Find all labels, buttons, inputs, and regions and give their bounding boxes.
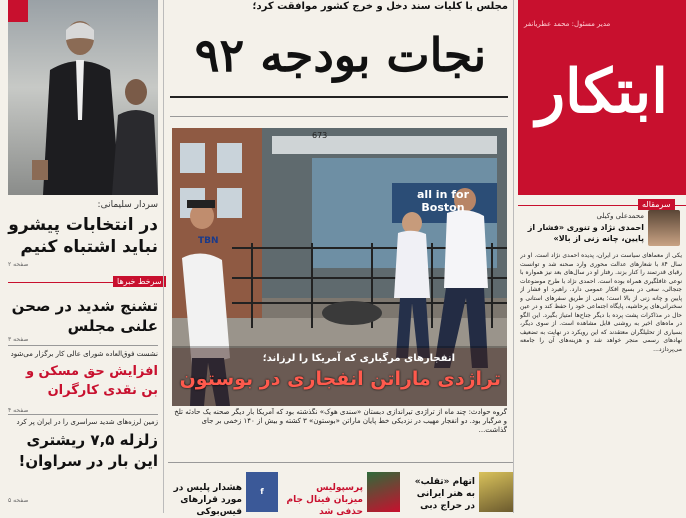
- teaser-3-title: اتهام «تقلب» به هنر ایرانی در حراج دبی: [414, 477, 475, 511]
- left-top-byline: سردار سلیمانی:: [97, 200, 158, 210]
- person-figure: [28, 10, 123, 195]
- left-section-label: سرخط خبرها: [113, 276, 166, 287]
- football-photo: [367, 472, 400, 512]
- photo-storefront-sign: all in for Boston: [417, 188, 469, 214]
- main-headline[interactable]: نجات بودجه ۹۲: [194, 28, 487, 82]
- photo-caption-title[interactable]: تراژدی ماراتن انفجاری در بوستون: [179, 368, 501, 390]
- left-item-2-title[interactable]: افزایش حق مسکن و بن نقدی کارگران: [25, 364, 158, 398]
- left-item-3-title[interactable]: زلزله ۷,۵ ریشتری این بار در سراوان!: [18, 431, 158, 470]
- photo-caption-tag: انفجارهای مرگباری که آمریکا را لرزاند؛: [262, 353, 455, 364]
- column-separator-left: [163, 0, 164, 513]
- editorial-body: یکی از معماهای سیاست در ایران، پدیده احمدی نژاد است. او در سال ۸۴ با شعارهای عدالت محوری وارد صحنه شد و توانست رقبای قدرتمند را کنار بزند. رفتار او در سال‌های بعد نیز همواره با نوعی غافلگیری همراه بوده است. احمدی نژاد با طرح موضوعات جنجالی، سعی در بسیج افکار عمومی دارد. راهبرد او فشار از پایین و چانه زنی از بالا است؛ یعنی از طریق سفرهای استانی و سخنرانی‌های پرحاشیه، پایگاه اجتماعی خود را حفظ کند و در عین حال در مذاکرات پشت پرده با دیگر جناح‌ها امتیاز بگیرد. این الگو در ماه‌های اخیر به روشنی قابل مشاهده است. از سوی دیگر، بسیاری از تحلیلگران معتقدند که این رویکرد در نهایت به تضعیف نهادهای رسمی منجر خواهد شد و هزینه‌های آن را جامعه می‌پردازد...: [520, 252, 682, 353]
- left-item-2-page: صفحه ۴: [8, 407, 29, 414]
- teaser-2[interactable]: [285, 468, 400, 517]
- left-item-3-kicker: زمین لرزه‌های شدید سراسری را در ایران پر کرد: [16, 418, 158, 426]
- left-item-3-page: صفحه ۵: [8, 497, 29, 504]
- column-separator-right: [513, 0, 514, 513]
- photo-shirt-text: TBN: [198, 236, 219, 246]
- left-top-page: صفحه ۲: [8, 261, 29, 268]
- top-strip-headline: مجلس با کلیات سند دخل و خرج کشور موافقت کرد؛: [252, 1, 508, 12]
- masthead-logo-box[interactable]: [518, 0, 686, 195]
- teaser-1-title: هشدار پلیس در مورد قرارهای فیس‌بوکی: [173, 483, 242, 517]
- headline-rule-thin: [170, 116, 508, 117]
- second-person-figure: [110, 70, 158, 195]
- masthead-tagline: مدیر مسئول: محمد عطریانفر: [524, 20, 611, 28]
- editorial-title[interactable]: احمدی نژاد و تنوری «فشار از پایین، چانه زنی از بالا»: [527, 223, 644, 243]
- teaser-2-title: پرسپولیس میزبان فینال جام حذفی شد: [286, 483, 363, 517]
- headline-rule: [170, 96, 508, 98]
- left-item-1-title[interactable]: تشنج شدید در صحن علنی مجلس: [11, 297, 158, 335]
- left-item-2-kicker: نشست فوق‌العاده شورای عالی کار برگزار می‌شود: [10, 350, 158, 358]
- masthead-logo: ابتکار: [536, 57, 668, 127]
- teaser-1[interactable]: [168, 468, 278, 517]
- photo-number-sign: 673: [312, 131, 328, 140]
- left-top-headline[interactable]: در انتخابات پیشرو نباید اشتباه کنیم: [8, 215, 158, 257]
- left-divider-1: [8, 345, 158, 346]
- main-story-text: گروه حوادث: چند ماه از تراژدی تیراندازی دبستان «سندی هوک» نگذشته بود که آمریکا بار دیگر صحنه یک حادثه تلخ و مرگبار بود. دو انفجار مهیب در نزدیکی خط پایان ماراتن «بوستون» ۳ کشته و بیش از ۱۴۰ زخمی بر جای گذاشت...: [174, 408, 507, 434]
- main-news-photo[interactable]: [172, 128, 507, 406]
- teaser-3[interactable]: [405, 468, 513, 513]
- bottom-rule: [168, 462, 513, 463]
- facebook-icon: f: [246, 472, 278, 512]
- art-photo: [479, 472, 513, 512]
- left-item-1-page: صفحه ۳: [8, 336, 29, 343]
- left-divider-2: [8, 414, 158, 415]
- red-corner-block: [8, 0, 28, 22]
- right-section-label: سرمقاله: [638, 199, 675, 210]
- left-portrait-photo[interactable]: [8, 0, 158, 195]
- boston-scene: [172, 128, 507, 406]
- editorial-author: محمدعلی وکیلی: [596, 212, 644, 220]
- author-avatar: [648, 210, 680, 246]
